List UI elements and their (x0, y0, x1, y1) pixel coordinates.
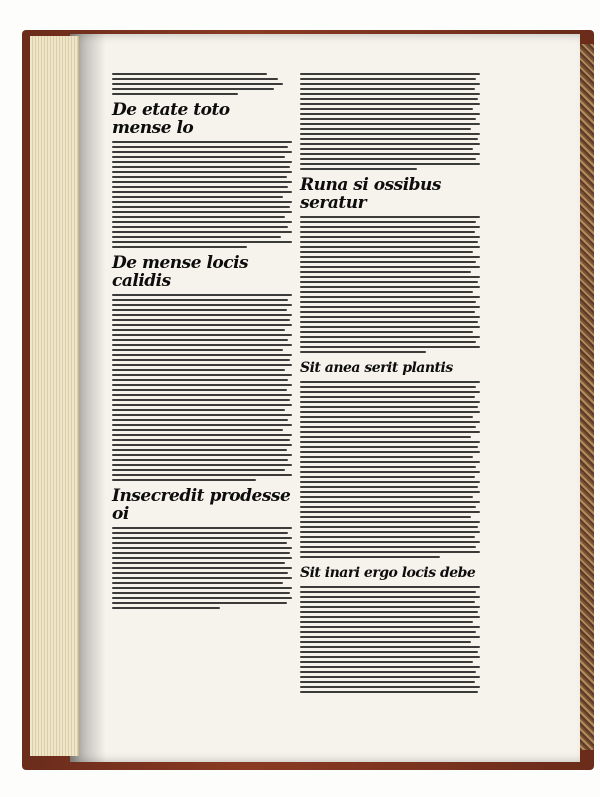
text-line (112, 309, 287, 311)
text-line (112, 299, 288, 301)
text-line (112, 354, 292, 356)
text-line (300, 661, 473, 663)
text-line (112, 221, 292, 223)
text-line (300, 636, 480, 638)
text-line (300, 456, 473, 458)
text-line (112, 206, 290, 208)
text-line (112, 572, 288, 574)
text-line (300, 426, 476, 428)
text-line (300, 226, 480, 228)
text-line (300, 321, 478, 323)
text-line (300, 153, 480, 155)
text-line (112, 314, 292, 316)
text-line (300, 626, 480, 628)
text-line (300, 436, 471, 438)
text-line (112, 88, 274, 90)
text-line (112, 567, 292, 569)
text-line (300, 83, 480, 85)
text-line (300, 336, 480, 338)
text-line (112, 469, 285, 471)
text-line (300, 641, 471, 643)
text-line (300, 261, 476, 263)
text-line (112, 191, 292, 193)
text-line (300, 416, 473, 418)
text-line (112, 577, 292, 579)
text-line (112, 364, 292, 366)
text-line (300, 546, 476, 548)
text-line (300, 221, 476, 223)
text-line (112, 141, 292, 143)
text-line (112, 226, 288, 228)
text-line (112, 434, 292, 436)
section-heading: De etate toto mense lo (112, 100, 230, 138)
text-line (300, 98, 478, 100)
text-line (300, 386, 476, 388)
text-line (112, 211, 292, 213)
text-line (300, 143, 480, 145)
text-line (300, 681, 475, 683)
text-line (300, 421, 480, 423)
text-line (300, 691, 478, 693)
text-line (112, 294, 292, 296)
text-line (300, 296, 480, 298)
text-line (112, 537, 292, 539)
page-edges (30, 36, 79, 756)
text-line (112, 587, 292, 589)
text-line (112, 334, 292, 336)
text-line (112, 414, 292, 416)
text-line (300, 113, 480, 115)
text-line (112, 73, 267, 75)
text-line (112, 196, 283, 198)
text-line (300, 346, 480, 348)
text-line (112, 186, 288, 188)
text-line (300, 601, 475, 603)
text-line (300, 351, 426, 353)
text-line (300, 431, 480, 433)
text-line (300, 78, 476, 80)
section-heading: De mense locis calidis (112, 253, 249, 291)
text-line (112, 394, 292, 396)
section-heading: Insecredit prodesse oi (112, 486, 291, 524)
text-line (300, 103, 480, 105)
text-line (300, 158, 476, 160)
text-line (300, 531, 480, 533)
text-line (300, 506, 476, 508)
text-line (112, 181, 292, 183)
text-line (112, 379, 288, 381)
text-line (300, 646, 480, 648)
section-heading: Sit inari ergo locis debe (300, 565, 476, 581)
text-line (300, 516, 471, 518)
text-line (300, 591, 476, 593)
text-line (300, 93, 480, 95)
text-line (112, 597, 292, 599)
text-line (300, 266, 480, 268)
text-line (300, 281, 478, 283)
text-line (112, 552, 290, 554)
text-line (300, 551, 480, 553)
text-line (300, 651, 478, 653)
text-line (112, 592, 290, 594)
text-line (300, 73, 480, 75)
text-line (300, 271, 471, 273)
text-line (300, 541, 480, 543)
text-line (112, 236, 281, 238)
text-line (300, 341, 476, 343)
text-line (112, 83, 283, 85)
text-line (112, 176, 287, 178)
text-line (300, 616, 480, 618)
text-line (112, 582, 283, 584)
text-line (112, 359, 290, 361)
text-line (112, 166, 290, 168)
text-column-left (112, 70, 292, 612)
text-line (300, 88, 475, 90)
text-line (112, 171, 292, 173)
text-line (300, 631, 476, 633)
text-line (112, 369, 285, 371)
text-line (300, 476, 475, 478)
text-line (300, 306, 480, 308)
text-line (112, 93, 238, 95)
text-line (112, 349, 283, 351)
text-line (300, 666, 480, 668)
text-line (300, 231, 475, 233)
text-line (112, 201, 292, 203)
text-line (300, 118, 476, 120)
text-line (300, 671, 476, 673)
text-line (300, 406, 478, 408)
text-line (112, 156, 285, 158)
text-line (300, 521, 480, 523)
text-line (300, 251, 473, 253)
text-line (112, 607, 220, 609)
text-line (300, 491, 480, 493)
text-line (300, 163, 480, 165)
text-line (300, 301, 476, 303)
text-line (112, 419, 288, 421)
text-line (300, 128, 471, 130)
cover-edge (580, 44, 594, 750)
text-line (112, 161, 292, 163)
text-line (112, 454, 292, 456)
text-line (300, 148, 473, 150)
text-line (300, 138, 478, 140)
text-line (300, 276, 480, 278)
text-line (300, 606, 480, 608)
text-line (300, 461, 480, 463)
text-line (112, 151, 292, 153)
text-line (300, 256, 480, 258)
text-line (300, 401, 480, 403)
text-line (112, 429, 283, 431)
text-line (300, 451, 480, 453)
text-line (112, 547, 292, 549)
text-line (112, 399, 290, 401)
text-line (112, 329, 285, 331)
text-line (300, 168, 417, 170)
text-line (300, 331, 473, 333)
text-line (300, 286, 480, 288)
text-line (300, 586, 480, 588)
text-line (300, 486, 478, 488)
text-line (300, 133, 480, 135)
text-line (112, 562, 285, 564)
text-line (112, 464, 292, 466)
text-line (112, 384, 292, 386)
text-line (300, 441, 480, 443)
text-line (112, 78, 278, 80)
text-line (300, 381, 480, 383)
text-line (300, 108, 473, 110)
text-line (300, 511, 480, 513)
text-line (300, 391, 480, 393)
text-line (112, 241, 292, 243)
text-column-right (300, 70, 480, 696)
text-line (300, 556, 440, 558)
text-line (300, 123, 480, 125)
text-line (112, 216, 285, 218)
text-line (112, 602, 287, 604)
text-line (300, 241, 478, 243)
text-line (112, 231, 292, 233)
text-line (112, 146, 288, 148)
text-line (300, 686, 480, 688)
text-line (300, 481, 480, 483)
text-line (112, 444, 292, 446)
text-line (300, 411, 480, 413)
text-line (112, 542, 287, 544)
text-line (300, 536, 475, 538)
text-line (300, 611, 478, 613)
text-line (300, 326, 480, 328)
text-line (112, 304, 292, 306)
text-line (112, 389, 287, 391)
text-line (112, 324, 292, 326)
text-line (300, 471, 480, 473)
text-line (112, 449, 287, 451)
text-line (300, 236, 480, 238)
section-heading: Sit anea serit plantis (300, 360, 453, 376)
text-line (300, 526, 478, 528)
text-line (112, 532, 288, 534)
text-line (300, 316, 480, 318)
text-line (300, 676, 480, 678)
text-line (300, 311, 475, 313)
text-line (112, 459, 288, 461)
text-line (112, 424, 292, 426)
text-line (112, 557, 292, 559)
text-line (112, 319, 290, 321)
text-line (300, 656, 480, 658)
text-line (112, 474, 292, 476)
section-heading: Runa si ossibus seratur (300, 175, 441, 213)
text-line (300, 216, 480, 218)
text-line (300, 396, 475, 398)
text-line (300, 291, 473, 293)
text-line (300, 621, 473, 623)
text-line (112, 409, 285, 411)
text-line (112, 439, 290, 441)
text-line (112, 527, 292, 529)
text-line (112, 404, 292, 406)
text-line (112, 339, 288, 341)
text-line (300, 496, 473, 498)
text-line (112, 479, 256, 481)
text-line (112, 344, 292, 346)
text-line (112, 246, 247, 248)
text-line (300, 466, 476, 468)
text-line (300, 596, 480, 598)
text-line (300, 501, 480, 503)
text-line (300, 246, 480, 248)
text-line (300, 446, 478, 448)
text-line (112, 374, 292, 376)
